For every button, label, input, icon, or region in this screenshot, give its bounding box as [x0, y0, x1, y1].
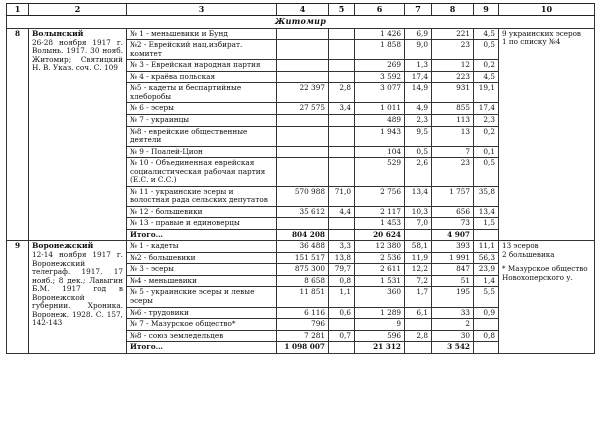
votes-a: 27 575: [277, 103, 329, 115]
votes-a: [277, 126, 329, 146]
total-empty: [474, 342, 499, 354]
percent-a: 0,7: [329, 330, 355, 342]
percent-b: 0,5: [405, 146, 432, 158]
percent-c: 17,4: [474, 103, 499, 115]
list-name: № 12 - большевики: [127, 206, 277, 218]
votes-b: 269: [355, 60, 405, 72]
percent-b: 2,3: [405, 114, 432, 126]
total-empty: [474, 229, 499, 241]
header-cell: 4: [277, 4, 329, 16]
percent-a: 0,8: [329, 275, 355, 287]
votes-a: [277, 218, 329, 230]
votes-b: 1 289: [355, 307, 405, 319]
votes-b: 596: [355, 330, 405, 342]
votes-a: 11 851: [277, 287, 329, 307]
percent-b: 4,9: [405, 103, 432, 115]
percent-b: [405, 319, 432, 331]
district-info: [29, 241, 127, 353]
percent-a: [329, 158, 355, 187]
list-name: №5 - кадеты и беспартийные хлеборобы: [127, 83, 277, 103]
total-empty: [405, 342, 432, 354]
votes-b: 1 858: [355, 40, 405, 60]
percent-a: [329, 40, 355, 60]
percent-c: 13,4: [474, 206, 499, 218]
percent-c: 4,5: [474, 28, 499, 40]
table-body: [7, 4, 595, 354]
list-name: №2 - Еврейский нац.избират. комитет: [127, 40, 277, 60]
votes-b: 3 077: [355, 83, 405, 103]
percent-a: 79,7: [329, 264, 355, 276]
percent-a: 13,8: [329, 252, 355, 264]
percent-b: 13,4: [405, 186, 432, 206]
percent-a: 3,3: [329, 241, 355, 253]
total-votes-b: 20 624: [355, 229, 405, 241]
header-cell: 9: [474, 4, 499, 16]
votes-a: 570 988: [277, 186, 329, 206]
seats: 51: [432, 275, 474, 287]
seats: 223: [432, 71, 474, 83]
votes-b: 9: [355, 319, 405, 331]
percent-b: 1,3: [405, 60, 432, 72]
list-name: №8 - еврейские общественные деятели: [127, 126, 277, 146]
percent-c: 5,5: [474, 287, 499, 307]
votes-b: 12 380: [355, 241, 405, 253]
percent-c: 4,5: [474, 71, 499, 83]
percent-c: 2,3: [474, 114, 499, 126]
note-line: * Мазурское общество Новохоперского у.: [502, 264, 588, 282]
seats: 2: [432, 319, 474, 331]
percent-c: 0,9: [474, 307, 499, 319]
percent-a: 2,8: [329, 83, 355, 103]
header-cell: 1: [7, 4, 29, 16]
percent-a: [329, 126, 355, 146]
list-name: № 9 - Поалей-Цион: [127, 146, 277, 158]
district-name: Волынский: [32, 28, 84, 38]
region-row: [7, 16, 595, 28]
seats: 855: [432, 103, 474, 115]
votes-a: 8 658: [277, 275, 329, 287]
votes-b: 360: [355, 287, 405, 307]
votes-b: 1 426: [355, 28, 405, 40]
votes-b: 2 117: [355, 206, 405, 218]
votes-b: 3 592: [355, 71, 405, 83]
list-name: № 5 - украинские эсеры и левые эсеры: [127, 287, 277, 307]
percent-a: [329, 146, 355, 158]
percent-c: 0,5: [474, 158, 499, 187]
percent-c: 0,2: [474, 126, 499, 146]
list-name: №4 - меньшевики: [127, 275, 277, 287]
votes-a: [277, 28, 329, 40]
list-name: № 3 - эсеры: [127, 264, 277, 276]
votes-a: 7 281: [277, 330, 329, 342]
district-number: 8: [7, 28, 29, 241]
percent-b: 2,8: [405, 330, 432, 342]
percent-c: 56,3: [474, 252, 499, 264]
list-name: № 1 - кадеты: [127, 241, 277, 253]
votes-b: 1 531: [355, 275, 405, 287]
total-seats: 4 907: [432, 229, 474, 241]
votes-a: 796: [277, 319, 329, 331]
votes-b: 1 943: [355, 126, 405, 146]
list-name: №8 - союз земледельцев: [127, 330, 277, 342]
percent-c: 0,2: [474, 60, 499, 72]
percent-a: [329, 60, 355, 72]
votes-b: 1 011: [355, 103, 405, 115]
seats: 73: [432, 218, 474, 230]
seats: 221: [432, 28, 474, 40]
list-name: № 7 - украинцы: [127, 114, 277, 126]
votes-a: [277, 158, 329, 187]
votes-b: 529: [355, 158, 405, 187]
total-empty: [405, 229, 432, 241]
district-source: 26-28 ноября 1917 г. Волынь. 1917. 30 нояб. Житомир; Святицкий Н. В. Указ. соч. С. 109: [32, 37, 123, 73]
percent-b: 9,0: [405, 40, 432, 60]
votes-a: [277, 114, 329, 126]
seats: 23: [432, 158, 474, 187]
seats: 1 757: [432, 186, 474, 206]
total-votes-a: 1 098 007: [277, 342, 329, 354]
list-name: № 7 - Мазурское общество*: [127, 319, 277, 331]
seats: 1 991: [432, 252, 474, 264]
percent-b: 14,9: [405, 83, 432, 103]
total-label: Итого…: [127, 342, 277, 354]
percent-b: 12,2: [405, 264, 432, 276]
votes-b: 2 756: [355, 186, 405, 206]
seats: 847: [432, 264, 474, 276]
list-name: № 10 - Объединенная еврейская социалистическая рабочая партия (Е.С. и С.С.): [127, 158, 277, 187]
district-number: 9: [7, 241, 29, 353]
percent-b: 2,6: [405, 158, 432, 187]
seats: 195: [432, 287, 474, 307]
note-line: 1 по списку №4: [502, 37, 561, 47]
votes-b: 1 453: [355, 218, 405, 230]
votes-b: 104: [355, 146, 405, 158]
table-row: [7, 28, 595, 40]
seats: 656: [432, 206, 474, 218]
total-empty: [329, 342, 355, 354]
note-line: 2 большевика: [502, 249, 555, 259]
header-cell: 5: [329, 4, 355, 16]
percent-a: 1,1: [329, 287, 355, 307]
list-name: №6 - трудовики: [127, 307, 277, 319]
percent-a: [329, 218, 355, 230]
total-votes-a: 804 208: [277, 229, 329, 241]
percent-b: 10,3: [405, 206, 432, 218]
seats: 393: [432, 241, 474, 253]
table-row: [7, 241, 595, 253]
total-label: Итого…: [127, 229, 277, 241]
votes-b: 489: [355, 114, 405, 126]
header-row: [7, 4, 595, 16]
total-empty: [329, 229, 355, 241]
percent-b: 7,0: [405, 218, 432, 230]
total-seats: 3 542: [432, 342, 474, 354]
list-name: № 3 - Еврейская народная партия: [127, 60, 277, 72]
percent-c: 0,5: [474, 40, 499, 60]
list-name: №2 - большевики: [127, 252, 277, 264]
percent-b: 1,7: [405, 287, 432, 307]
percent-a: [329, 71, 355, 83]
header-cell: 6: [355, 4, 405, 16]
district-info: [29, 28, 127, 241]
note-line: 9 украинских эсеров: [502, 28, 581, 38]
votes-a: 151 517: [277, 252, 329, 264]
header-cell: 7: [405, 4, 432, 16]
list-name: № 6 - эсеры: [127, 103, 277, 115]
seats: 113: [432, 114, 474, 126]
percent-a: [329, 114, 355, 126]
percent-b: 17,4: [405, 71, 432, 83]
percent-c: 19,1: [474, 83, 499, 103]
district-notes: [499, 28, 595, 241]
seats: 23: [432, 40, 474, 60]
percent-c: 0,1: [474, 146, 499, 158]
list-name: № 13 - правые и единоверцы: [127, 218, 277, 230]
district-notes: [499, 241, 595, 353]
percent-c: [474, 319, 499, 331]
percent-b: 6,1: [405, 307, 432, 319]
percent-c: 1,4: [474, 275, 499, 287]
percent-c: 0,8: [474, 330, 499, 342]
total-votes-b: 21 312: [355, 342, 405, 354]
list-name: № 1 - меньшевики и Бунд: [127, 28, 277, 40]
seats: 7: [432, 146, 474, 158]
percent-b: 7,2: [405, 275, 432, 287]
header-cell: 3: [127, 4, 277, 16]
votes-a: 36 488: [277, 241, 329, 253]
note-line: 13 эсеров: [502, 241, 539, 251]
seats: 13: [432, 126, 474, 146]
election-results-table: [6, 3, 595, 354]
header-cell: 10: [499, 4, 595, 16]
district-name: Воронежский: [32, 241, 94, 251]
percent-c: 23,9: [474, 264, 499, 276]
seats: 33: [432, 307, 474, 319]
percent-b: 58,1: [405, 241, 432, 253]
seats: 30: [432, 330, 474, 342]
percent-a: [329, 28, 355, 40]
votes-a: [277, 60, 329, 72]
percent-c: 1,5: [474, 218, 499, 230]
percent-a: [329, 319, 355, 331]
percent-c: 11,1: [474, 241, 499, 253]
votes-b: 2 536: [355, 252, 405, 264]
list-name: № 11 - украинские эсеры и волостная рада сельских депутатов: [127, 186, 277, 206]
seats: 12: [432, 60, 474, 72]
percent-a: 4,4: [329, 206, 355, 218]
votes-a: 22 397: [277, 83, 329, 103]
percent-b: 11,9: [405, 252, 432, 264]
percent-a: 71,0: [329, 186, 355, 206]
percent-b: 6,9: [405, 28, 432, 40]
percent-a: 3,4: [329, 103, 355, 115]
votes-a: [277, 146, 329, 158]
percent-b: 9,5: [405, 126, 432, 146]
votes-a: 35 612: [277, 206, 329, 218]
votes-a: [277, 71, 329, 83]
seats: 931: [432, 83, 474, 103]
percent-a: 0,6: [329, 307, 355, 319]
percent-c: 35,8: [474, 186, 499, 206]
header-cell: 2: [29, 4, 127, 16]
votes-a: 875 300: [277, 264, 329, 276]
header-cell: 8: [432, 4, 474, 16]
votes-a: 6 116: [277, 307, 329, 319]
district-source: 12-14 ноября 1917 г. Воронежский телеграф. 1917. 17 нояб.; 8 дек.; Лавыгин Б.М. 1917 год в Воронежской губернии. Хроника. Воронеж. 1928. С. 157, 142-143: [32, 250, 123, 328]
region-title: Житомир: [7, 16, 595, 28]
list-name: № 4 - краёва польская: [127, 71, 277, 83]
votes-a: [277, 40, 329, 60]
votes-b: 2 611: [355, 264, 405, 276]
